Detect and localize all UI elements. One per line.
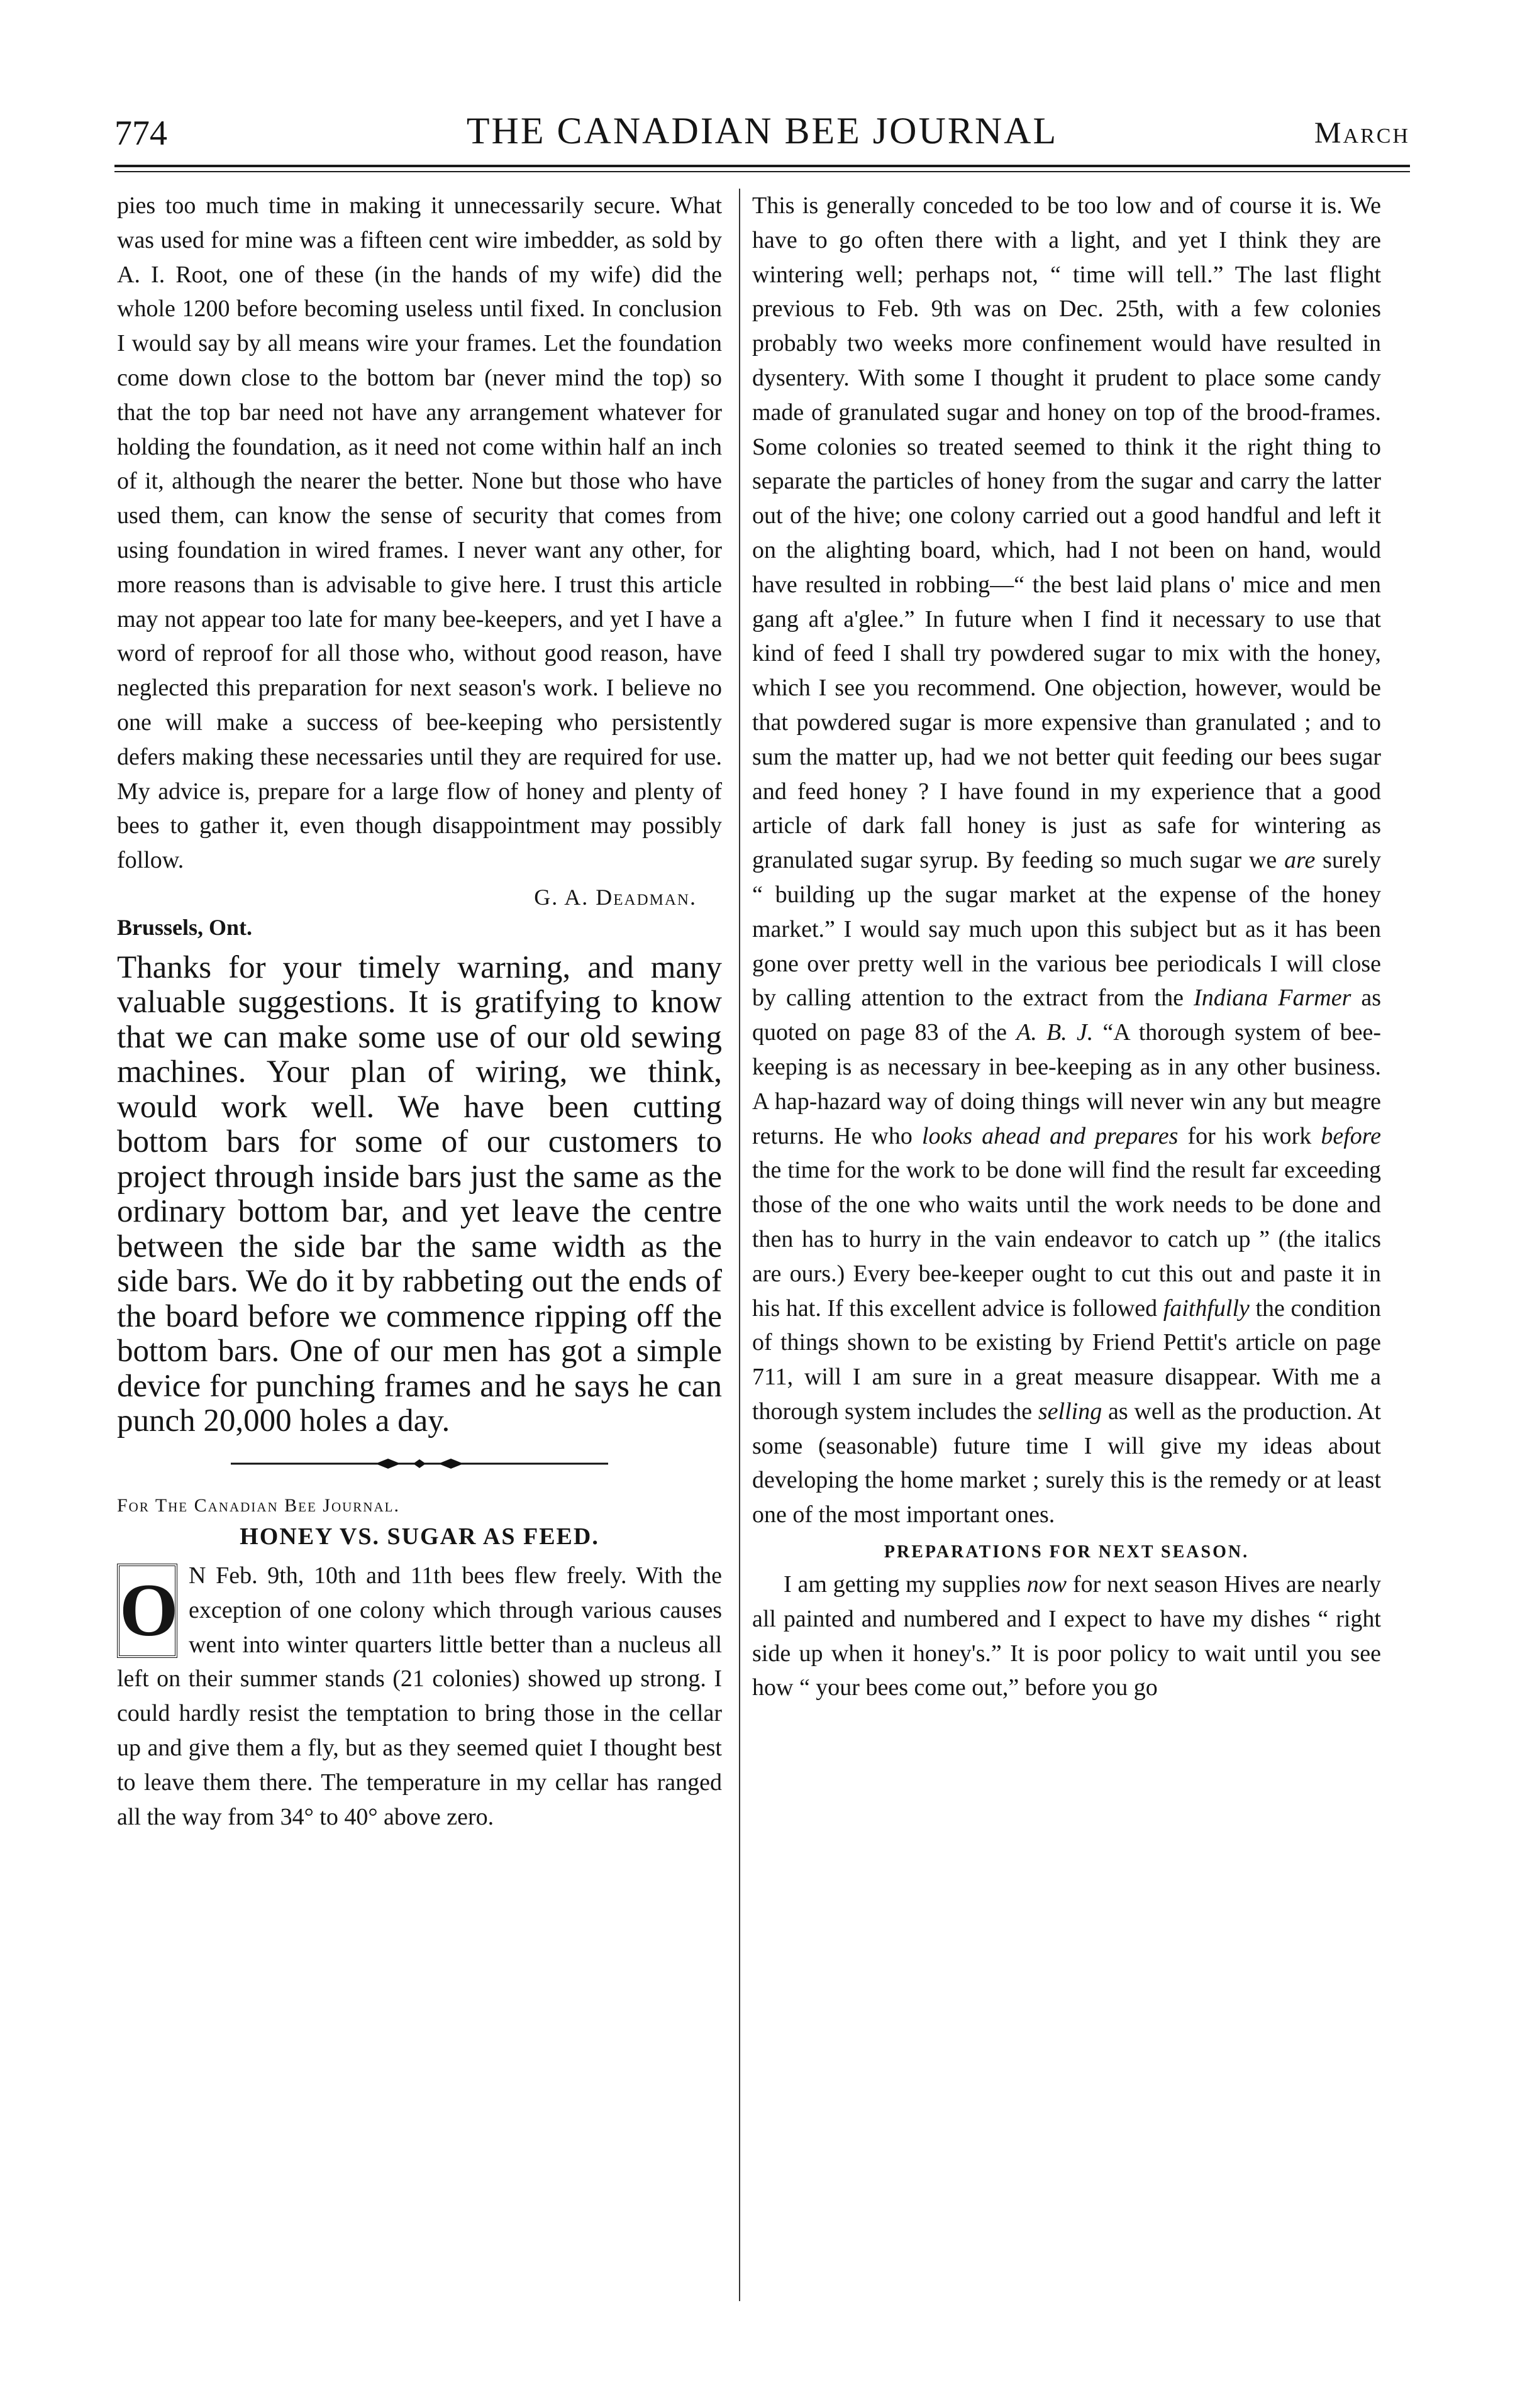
editor-reply: Thanks for your timely warning, and many valuable suggestions. It is gratifying to know that we can make some use of our old sewing machines. Your plan of wiring, we think, would work well. We have been cutting bottom bars for some of our customers to project through inside bars just the same as the ordinary bottom bar, and yet leave the centre between the side bar the same width as the side bars. We do it by rabbeting out the ends of the board before we commence ripping off the bottom bars. One of our men has got a simple device for punching frames and he says he can punch 20,000 holes a day. [117,949,722,1439]
section-heading: PREPARATIONS FOR NEXT SEASON. [884,1542,1250,1562]
ornament-divider [231,1457,608,1471]
left-column [117,189,722,1834]
continued-article-text: pies too much time in making it unnecessarily secure. What was used for mine was a fifteen cent wire imbedder, as sold by A. I. Root, one of these (in the hands of my wife) did the whole 1200 before becoming useless until fixed. In conclusion I would say by all means wire your frames. Let the foundation come down close to the bottom bar (never mind the top) so that the top bar need not have any arrangement whatever for holding the foundation, as it need not come within half an inch of it, although the nearer the better. None but those who have used them, can know the sense of security that comes from using foundation in wired frames. I never want any other, for more reasons than is advisable to give here. I trust this article may not appear too late for many bee-keepers, and yet I have a word of reproof for all those who, without good reason, have neglected this preparation for next season's work. I believe no one will make a success of bee-keeping who persistently defers making these necessaries until they are required for use. My advice is, prepare for a large flow of honey and plenty of bees to gather it, even though disappointment may possibly follow. [117,192,722,874]
page-header [114,107,1410,163]
right-column [752,189,1381,1705]
article-source: For The Canadian Bee Journal. [117,1494,400,1516]
month-label: March [1314,116,1410,150]
column-divider [739,189,740,2301]
dropcap-letter: O [117,1564,177,1658]
preparations-text: I am getting my supplies now for next season Hives are nearly all painted and numbered and I expect to have my dishes “ right side up when it honey's.” It is poor policy to wait until you see how “ your bees come out,” before you go [752,1571,1382,1701]
article-text: N Feb. 9th, 10th and 11th bees flew freely. With the exception of one colony which through various causes went into winter quarters little better than a nucleus all left on their summer stands (21 colonies) showed up strong. I could hardly resist the temptation to bring those in the cellar up and give them a fly, but as they seemed quiet I thought best to leave them there. The temperature in my cellar has ranged all the way from 34° to 40° above zero. [117,1562,722,1830]
article-body [117,1559,722,1834]
header-rule-thick [114,165,1410,167]
article-title: HONEY VS. SUGAR AS FEED. [240,1523,599,1550]
article-continued-text: This is generally conceded to be too low and of course it is. We have to go often there with a light, and yet I think they are wintering well; perhaps not, “ time will tell.” The last flight previous to Feb. 9th was on Dec. 25th, with a few colonies probably two weeks more confinement would have resulted in dysentery. With some I thought it prudent to place some candy made of granulated sugar and honey on top of the brood-frames. Some colonies so treated seemed to think it the right thing to separate the particles of honey from the sugar and carry the latter out of the hive; one colony carried out a good handful and left it on the alighting board, which, had I not been on hand, would have resulted in robbing—“ the best laid plans o' mice and men gang aft a'glee.” In future when I find it necessary to use that kind of feed I shall try powdered sugar to mix with the honey, which I see you recommend. One objection, however, would be that powdered sugar is more expensive than granulated ; and to sum the matter up, had we not better quit feeding our bees sugar and feed honey ? I have found in my experience that a good article of dark fall honey is just as safe for wintering as granulated sugar syrup. By feeding so much sugar we are surely “ building up the sugar market at the expense of the honey market.” I would say much upon this subject but as it has been gone over pretty well in the various bee periodicals I will close by calling attention to the extract from the Indiana Farmer as quoted on page 83 of the A. B. J. “A thorough system of bee-keeping is as necessary in bee-keeping as in any other business. A hap-hazard way of doing things will never win any but meagre returns. He who looks ahead and prepares for his work before the time for the work to be done will find the result far exceeding those of the one who waits until the work needs to be done and then has to hurry in the vain endeavor to catch up ” (the italics are ours.) Every bee-keeper ought to cut this out and paste it in his hat. If this excellent advice is followed faithfully the condition of things shown to be existing by Friend Pettit's article on page 711, will I am sure in a great measure disappear. With me a thorough system includes the selling as well as the production. At some (seasonable) future time I will give my ideas about developing the home market ; surely this is the remedy or at least one of the most important ones. [752,192,1382,1528]
page-number: 774 [114,114,167,153]
author-signature: G. A. Deadman. [534,884,697,910]
header-rule-thin [114,171,1410,172]
dateline: Brussels, Ont. [117,914,253,940]
journal-title: THE CANADIAN BEE JOURNAL [466,110,1058,152]
